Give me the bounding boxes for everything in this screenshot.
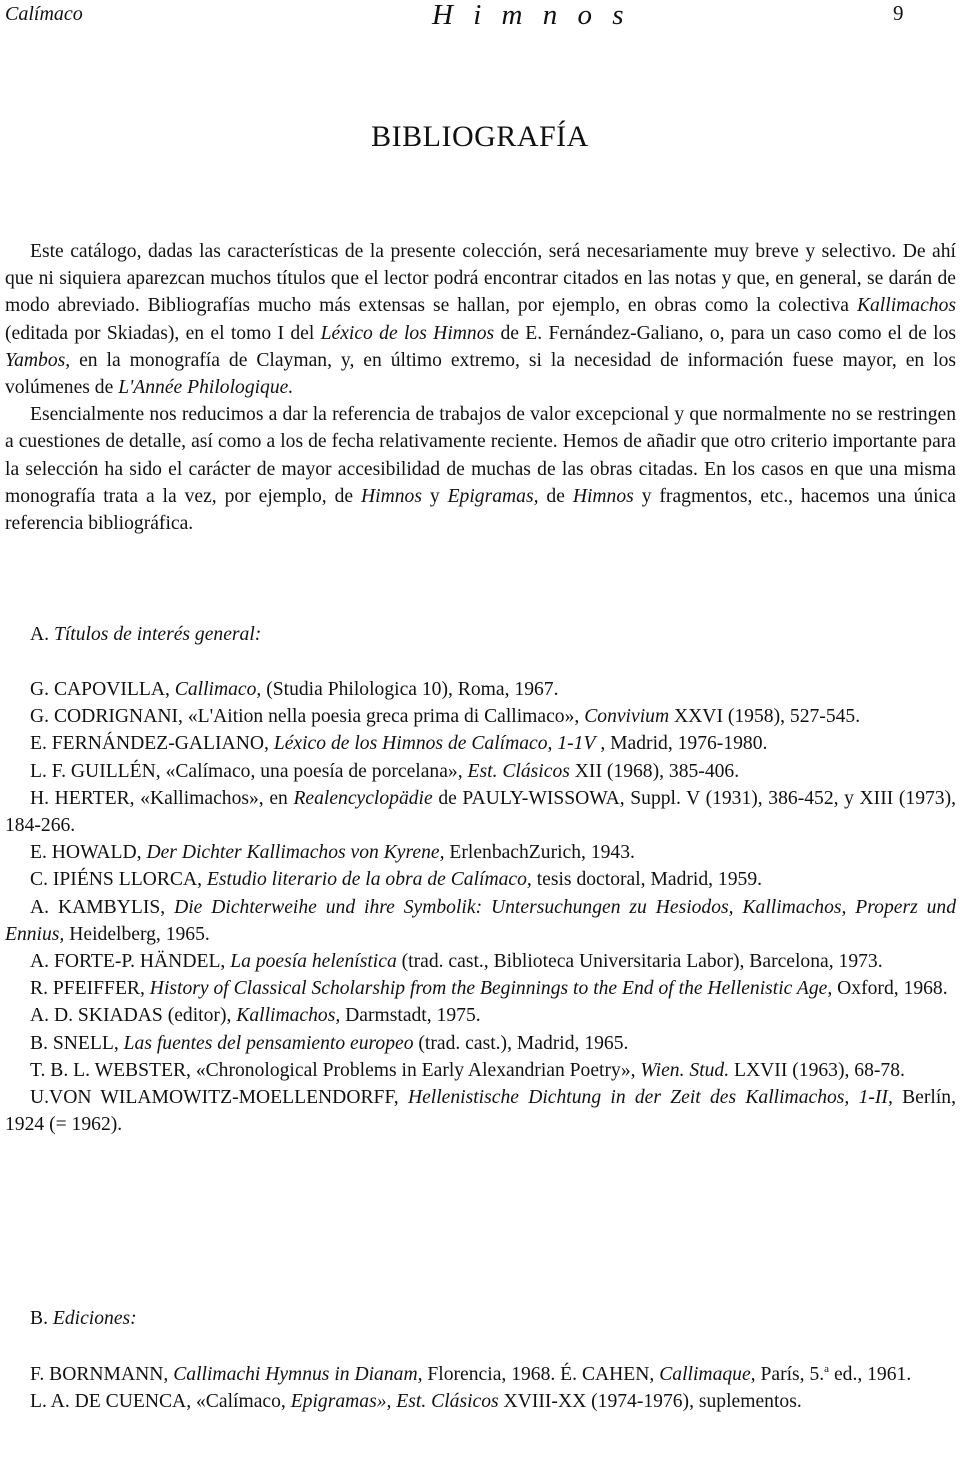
entry-text: G. CAPOVILLA, (30, 679, 175, 700)
entry-italic: Die Dichterweihe und ihre Symbolik: Untersuchungen zu Hesiodos, Kallimachos, Properz und Ennius, (5, 896, 956, 945)
page-title: BIBLIOGRAFÍA (371, 120, 589, 153)
entry-text: (trad. cast., Biblioteca Universitaria Labor), Barcelona, 1973. (396, 951, 883, 973)
entry-italic: History of Classical Scholarship from the Beginnings to the End of the Hellenistic Age, (149, 978, 833, 1000)
entry-text: Oxford, 1968. (832, 978, 948, 1000)
intro-p2-italic: Himnos (572, 485, 634, 507)
entry-italic: Léxico de los Himnos de Calímaco, 1-1V (273, 733, 596, 755)
section-title: Títulos de interés general: (53, 624, 262, 645)
entry-text: U.VON WILAMOWITZ-MOELLENDORFF, (30, 1087, 408, 1109)
bib-entry-webster (5, 1057, 956, 1084)
bib-entry-bornmann-cahen (5, 1361, 956, 1388)
bib-entry-ipiens-llorca (5, 866, 956, 893)
entry-text: LXVII (1963), 68-78. (729, 1059, 905, 1081)
entry-text: A. D. SKIADAS (editor), (30, 1005, 237, 1027)
entry-italic: Callimaque, (659, 1364, 756, 1385)
superscript: a (824, 1363, 830, 1375)
section-heading-editions (30, 1305, 137, 1332)
running-header (0, 0, 960, 32)
bib-entry-pfeiffer (5, 975, 956, 1002)
entry-italic: Wien. Stud. (640, 1059, 730, 1081)
section-letter: B. (30, 1308, 48, 1329)
entry-text: E. FERNÁNDEZ-GALIANO, (30, 733, 274, 755)
entry-text: , Madrid, 1976-1980. (595, 733, 768, 755)
entry-italic: Kallimachos, (236, 1005, 341, 1027)
entry-text: R. PFEIFFER, (30, 978, 150, 1000)
entry-text: XVIII-XX (1974-1976), suplementos. (498, 1391, 802, 1413)
entry-italic: Estudio literario de la obra de Calímaco, (206, 869, 532, 891)
intro-paragraph-1 (5, 238, 956, 401)
intro-p1-italic: Kallimachos (856, 295, 956, 317)
bib-entry-codrignani (5, 703, 956, 730)
bib-entry-kambylis (5, 894, 956, 948)
intro-p2-text: y fragmentos, etc., hacemos una única referencia bibliográfica. (5, 485, 956, 535)
bib-entry-herter (5, 785, 956, 839)
entry-italic: Est. Clásicos (396, 1391, 499, 1413)
bibliography-list-general (5, 676, 956, 1138)
intro-paragraph-2 (5, 401, 956, 537)
entry-text: Florencia, 1968. É. CAHEN, (422, 1364, 660, 1385)
section-title: Ediciones: (52, 1308, 137, 1329)
entry-text: G. CODRIGNANI, «L'Aition nella poesia greca prima di Callimaco», (30, 706, 585, 728)
page-number: 9 (893, 1, 904, 25)
intro-p2-italic: Epigramas, (447, 485, 539, 507)
bib-entry-guillen (5, 758, 956, 785)
entry-text: Darmstadt, 1975. (340, 1005, 481, 1027)
entry-text: de PAULY-WISSOWA, Suppl. V (1931), 386-452, y XIII (1973), 184-266. (5, 787, 957, 837)
entry-text: L. F. GUILLÉN, «Calímaco, una poesía de porcelana», (30, 760, 468, 782)
bib-entry-skiadas (5, 1002, 956, 1029)
bibliography-list-editions (5, 1361, 956, 1415)
bib-entry-howald (5, 839, 956, 866)
entry-italic: Callimachi Hymnus in Dianam, (173, 1364, 423, 1385)
entry-text: F. BORNMANN, (30, 1364, 174, 1385)
intro-p1-text: Este catálogo, dadas las características de la presente colección, será necesariamente muy breve y selectivo. De ahí que ni siquiera aparezcan muchos títulos que el lector podrá encontrar citados en las notas y que, en general, se darán de modo abreviado. Bibliografías mucho más extensas se hallan, por ejemplo, en obras como la colectiva (5, 241, 956, 317)
entry-text: A. KAMBYLIS, (30, 896, 175, 918)
entry-italic: Est. Clásicos (467, 760, 570, 782)
intro-p1-text: en la monografía de Clayman, y, en último extremo, si la necesidad de información fuese mayor, en los volúmenes de (5, 349, 956, 399)
entry-italic: Callimaco, (174, 679, 262, 700)
intro-p1-italic: L'Année Philologique. (118, 377, 294, 399)
entry-text: tesis doctoral, Madrid, 1959. (531, 869, 763, 891)
entry-text: ed., 1961. (829, 1364, 912, 1385)
intro-p1-italic: Yambos, (5, 349, 71, 371)
entry-italic: Las fuentes del pensamiento europeo (123, 1032, 414, 1054)
header-author: Calímaco (5, 3, 83, 25)
entry-text: T. B. L. WEBSTER, «Chronological Problems in Early Alexandrian Poetry», (30, 1059, 641, 1081)
entry-text: ErlenbachZurich, 1943. (444, 842, 635, 864)
section-letter: A. (30, 624, 50, 645)
bib-entry-capovilla (5, 676, 956, 703)
entry-text: E. HOWALD, (30, 842, 147, 864)
intro-p2-text: y (421, 485, 448, 507)
entry-text: C. IPIÉNS LLORCA, (30, 869, 207, 891)
bib-entry-de-cuenca (5, 1388, 956, 1415)
bib-entry-snell (5, 1030, 956, 1057)
entry-text: H. HERTER, «Kallimachos», en (30, 787, 294, 809)
entry-italic: Epigramas», (290, 1391, 392, 1413)
entry-text: XII (1968), 385-406. (569, 760, 740, 782)
entry-italic: La poesía helenística (230, 951, 397, 973)
bib-entry-fernandez-galiano (5, 730, 956, 757)
entry-text: B. SNELL, (30, 1032, 124, 1054)
entry-italic: Realencyclopädie (293, 787, 433, 809)
intro-p1-text: (editada por Skiadas), en el tomo I del (5, 322, 321, 344)
entry-text: A. FORTE-P. HÄNDEL, (30, 951, 231, 973)
entry-text: XXVI (1958), 527-545. (669, 706, 861, 728)
intro-text (5, 238, 956, 537)
intro-p1-italic: Léxico de los Himnos (320, 322, 495, 344)
intro-p2-text: Esencialmente nos reducimos a dar la referencia de trabajos de valor excepcional y que normalmente no se restringen a cuestiones de detalle, así como a los de fecha relativamente reciente. Hemos de añadir que otro criterio importante para la selección ha sido el carácter de mayor accesibilidad de muchas de las obras citadas. En los casos en que una misma monografía trata a la vez, por ejemplo, de (5, 404, 956, 507)
entry-text: L. A. DE CUENCA, «Calímaco, (30, 1391, 291, 1413)
bib-entry-forte-handel (5, 948, 956, 975)
entry-italic: Hellenistische Dichtung in der Zeit des Kallimachos, 1-II, (407, 1087, 893, 1109)
section-heading-general (30, 621, 261, 648)
entry-text: (Studia Philologica 10), Roma, 1967. (261, 679, 559, 700)
entry-italic: Der Dichter Kallimachos von Kyrene, (146, 842, 445, 864)
intro-p1-text: de E. Fernández-Galiano, o, para un caso como el de los (494, 322, 957, 344)
bib-entry-wilamowitz (5, 1084, 956, 1138)
entry-text: Berlín, 1924 (= 1962). (5, 1087, 956, 1136)
entry-italic: Convivium (584, 706, 670, 728)
intro-p2-text: de (538, 485, 573, 507)
entry-text: (trad. cast.), Madrid, 1965. (413, 1032, 629, 1054)
header-work-title: H i m n o s (432, 0, 630, 31)
intro-p2-italic: Himnos (360, 485, 422, 507)
entry-text: Heidelberg, 1965. (64, 923, 210, 945)
entry-text: París, 5. (755, 1364, 825, 1385)
